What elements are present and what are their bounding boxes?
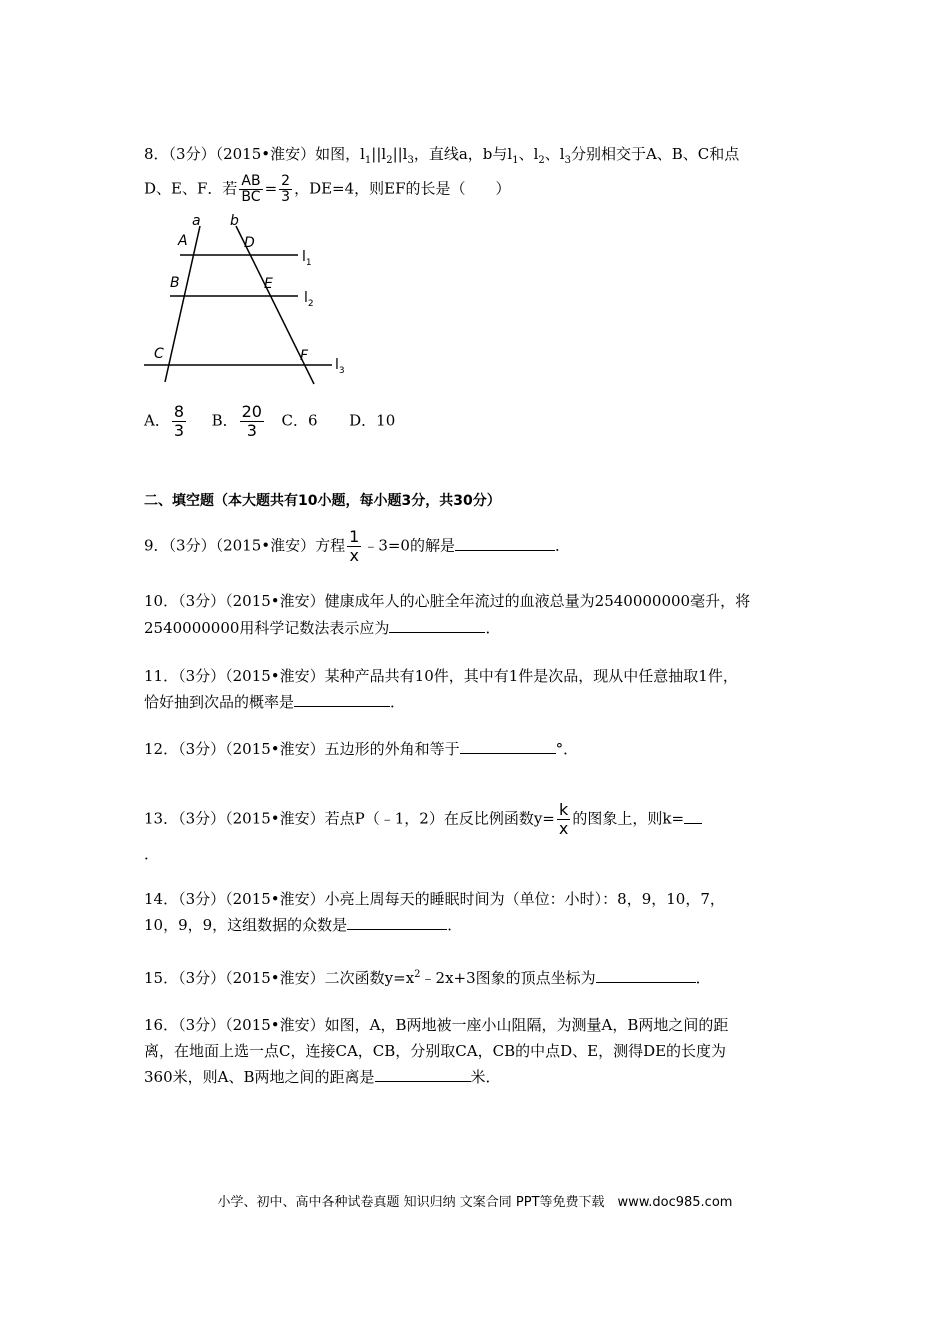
label-l2: $l_2$	[304, 290, 314, 309]
label-F: F	[300, 348, 309, 364]
answer-blank[interactable]	[596, 968, 696, 983]
q11-line2: 恰好抽到次品的概率是 ．	[144, 693, 406, 711]
q14-line2: 10，9，9，这组数据的众数是 ．	[144, 916, 463, 934]
label-l3: $l_3$	[335, 357, 345, 376]
fraction-ab-bc: $\frac{AB}{BC}$	[241, 173, 261, 205]
answer-blank[interactable]	[347, 915, 447, 930]
q14-line1: 14．（3分）（2015•淮安）小亮上周每天的睡眠时间为（单位：小时）：8，9，10，7，	[144, 890, 725, 908]
q11-line1: 11．（3分）（2015•淮安）某种产品共有10件，其中有1件是次品，现从中任意抽取1件，	[144, 667, 738, 685]
label-a: a	[192, 214, 201, 229]
label-E: E	[264, 276, 273, 292]
option-b-fraction: $\frac{20}{3}$	[241, 402, 262, 440]
line-a	[165, 226, 200, 382]
answer-blank[interactable]	[375, 1067, 471, 1082]
q10-line2: 2540000000用科学记数法表示应为 ．	[144, 619, 501, 637]
fraction-1-x: $\frac{1}{x}$	[349, 527, 360, 565]
q8-line2: D、E、F．若 $\frac{AB}{BC}$ = $\frac{2}{3}$ ，DE=4，则EF的长是（ ）	[144, 173, 511, 205]
parallel-lines-figure	[140, 214, 360, 389]
label-A: A	[178, 233, 188, 249]
q15: 15．（3分）（2015•淮安）二次函数$y=x^2﹣2x+3$图象的顶点坐标为 ．	[144, 969, 711, 987]
label-B: B	[170, 275, 180, 291]
label-D: D	[244, 235, 255, 251]
answer-blank[interactable]	[684, 809, 702, 824]
q16-line2: 离，在地面上选一点C，连接CA，CB，分别取CA，CB的中点D、E，测得DE的长度为	[144, 1042, 727, 1060]
answer-blank[interactable]	[460, 739, 556, 754]
label-b: b	[230, 214, 239, 229]
answer-blank[interactable]	[455, 536, 555, 551]
label-l1: $l_1$	[302, 249, 312, 268]
fraction-k-x: $\frac{k}{x}$	[558, 800, 569, 838]
q10-line1: 10．（3分）（2015•淮安）健康成年人的心脏全年流过的血液总量为2540000000毫升，将	[144, 592, 751, 610]
section-heading: 二、填空题（本大题共有10小题，每小题3分，共30分）	[144, 493, 501, 509]
q13: 13．（3分）（2015•淮安）若点P（﹣1，2）在反比例函数y= $\frac{k}{x}$ 的图象上，则k=	[144, 801, 702, 838]
label-C: C	[154, 346, 164, 362]
q8-options: A． $\frac{8}{3}$ B． $\frac{20}{3}$ C．6 D．10	[144, 402, 396, 440]
footer-text: 小学、初中、高中各种试卷真题 知识归纳 文案合同 PPT等免费下载 www.doc985.com	[217, 1195, 733, 1210]
q9: 9．（3分）（2015•淮安）方程 $\frac{1}{x}$ ﹣3=0的解是 ．	[144, 527, 570, 565]
option-a-fraction: $\frac{8}{3}$	[173, 402, 185, 440]
q16-line1: 16．（3分）（2015•淮安）如图，A，B两地被一座小山阻隔，为测量A，B两地之间的距	[144, 1016, 729, 1034]
fraction-2-3: $\frac{2}{3}$	[281, 173, 291, 205]
q12: 12．（3分）（2015•淮安）五边形的外角和等于 °．	[144, 740, 579, 758]
answer-blank[interactable]	[389, 618, 485, 633]
q16-line3: 360米，则A、B两地之间的距离是 米．	[144, 1068, 501, 1086]
q13-end: ．	[144, 845, 160, 863]
q8-line1: 8．（3分）（2015•淮安）如图，$l_1||l_2||l_3$，直线a，b与$l_1$、$l_2$、$l_3$分别相交于A、B、C和点	[144, 145, 740, 166]
answer-blank[interactable]	[294, 692, 390, 707]
